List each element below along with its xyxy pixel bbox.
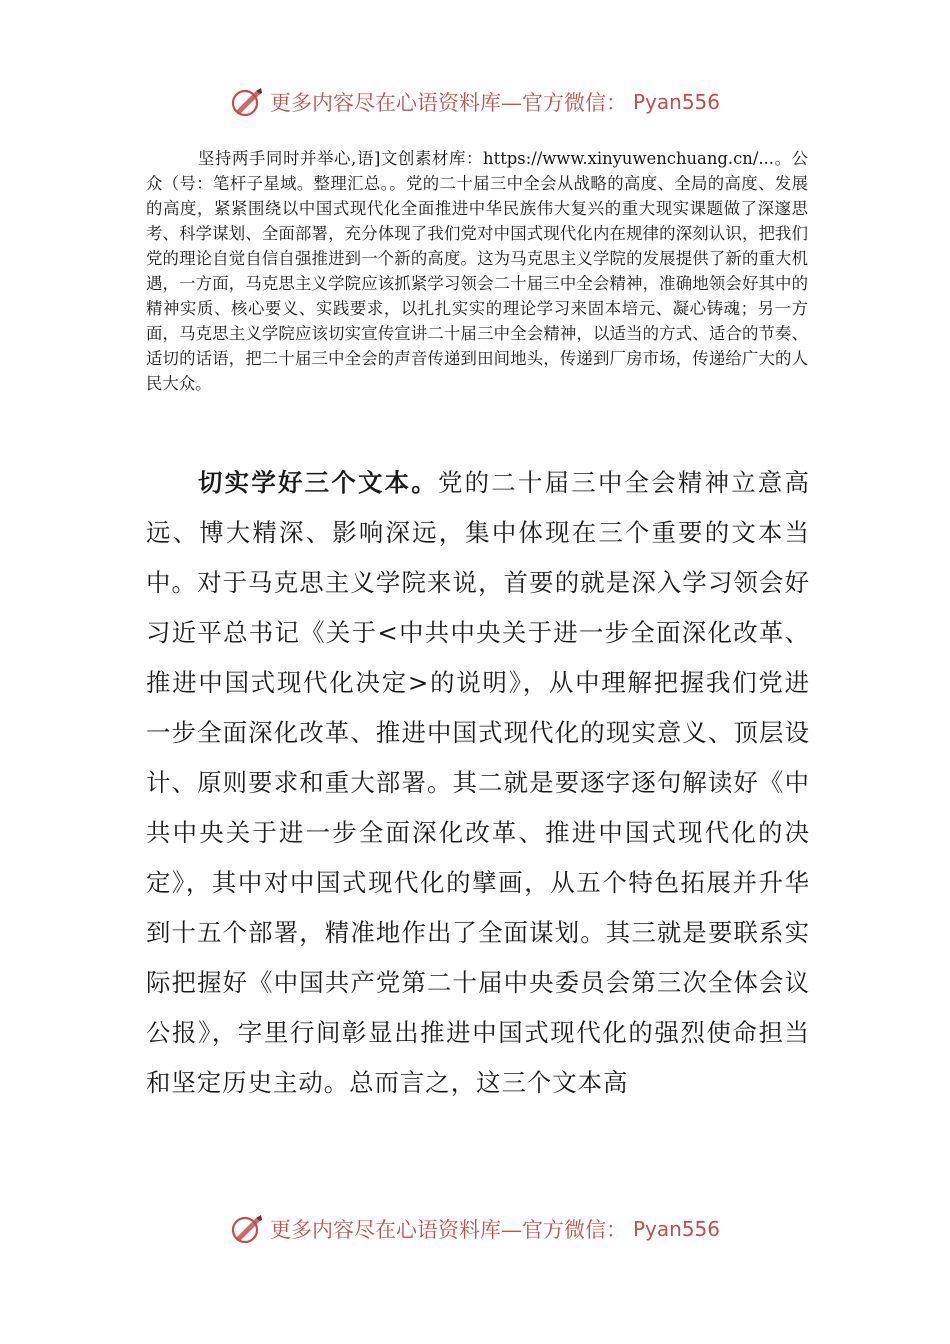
banner-wechat-id: Pyan556	[632, 1217, 720, 1241]
banner-text: 更多内容尽在心语资料库—官方微信：	[269, 91, 627, 115]
pen-seal-icon	[230, 1212, 264, 1246]
pen-seal-icon	[230, 85, 264, 119]
header-watermark-banner	[0, 82, 950, 122]
intro-paragraph: 坚持两手同时并举心,语]文创素材库：https://www.xinyuwenchuang.cn/...。公众（号：笔杆子星域。整理汇总。。党的二十届三中全会从战略的高度、全局的高度、发展的高度，紧紧围绕以中国式现代化全面推进中华民族伟大复兴的重大现实课题做了深邃思考、科学谋划、全面部署，充分体现了我们党对中国式现代化内在规律的深刻认识，把我们党的理论自觉自信自强推进到一个新的高度。这为马克思主义学院的发展提供了新的重大机遇，一方面，马克思主义学院应该抓紧学习领会二十届三中全会精神，准确地领会好其中的精神实质、核心要义、实践要求，以扎扎实实的理论学习来固本培元、凝心铸魂；另一方面，马克思主义学院应该切实宣传宣讲二十届三中全会精神，以适当的方式、适合的节奏、适切的话语，把二十届三中全会的声音传递到田间地头，传递到厂房市场，传递给广大的人民大众。	[146, 149, 808, 393]
main-paragraph-lead: 切实学好三个文本。	[198, 468, 438, 497]
main-paragraph-body: 党的二十届三中全会精神立意高远、博大精深、影响深远，集中体现在三个重要的文本当中。对于马克思主义学院来说，首要的就是深入学习领会好习近平总书记《关于<中共中央关于进一步全面深化改革、推进中国式现代化决定>的说明》，从中理解把握我们党进一步全面深化改革、推进中国式现代化的现实意义、顶层设计、原则要求和重大部署。其二就是要逐字逐句解读好《中共中央关于进一步全面深化改革、推进中国式现代化的决定》，其中对中国式现代化的擘画，从五个特色拓展并升华到十五个部署，精准地作出了全面谋划。其三就是要联系实际把握好《中国共产党第二十届中央委员会第三次全体会议公报》，字里行间彰显出推进中国式现代化的强烈使命担当和坚定历史主动。总而言之，这三个文本高	[146, 468, 810, 1097]
footer-watermark-banner	[0, 1209, 950, 1249]
banner-text: 更多内容尽在心语资料库—官方微信：	[269, 1218, 627, 1242]
banner-wechat-id: Pyan556	[632, 90, 720, 114]
main-paragraph	[146, 458, 810, 1108]
